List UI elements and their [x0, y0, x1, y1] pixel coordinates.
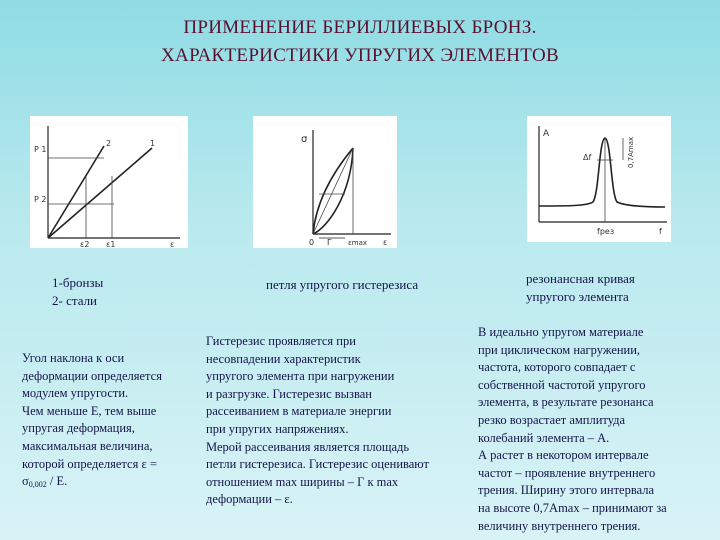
middle-line: отношением max ширины – Г к max: [206, 474, 399, 489]
right-line: при циклическом нагружении,: [478, 342, 641, 357]
middle-line: рассеиванием в материале энергии: [206, 404, 392, 419]
right-line: В идеально упругом материале: [478, 325, 644, 339]
p2-label: P 2: [34, 195, 47, 204]
right-line: элемента, в результате резонанса: [478, 395, 654, 410]
curve-1-label: 1: [150, 139, 156, 148]
left-line: упругая деформация,: [22, 421, 135, 436]
hysteresis-diagram: [253, 116, 397, 248]
emax-label: εmax: [348, 239, 368, 247]
resonance-diagram: [527, 116, 671, 242]
right-line: А растет в некотором интервале: [478, 448, 649, 463]
left-line: модулем упругости.: [22, 386, 129, 401]
left-text-block: [22, 350, 162, 494]
middle-line: Гистерезис проявляется при: [206, 334, 356, 348]
formula-rest: / Е.: [46, 474, 68, 489]
zero-label: 0: [309, 238, 315, 247]
mid-line: [313, 148, 353, 234]
left-line: максимальная величина,: [22, 438, 153, 453]
fig1-caption: [52, 274, 103, 310]
left-line: Чем меньше Е, тем выше: [22, 403, 157, 418]
right-line: резко возрастает амплитуда: [478, 412, 626, 427]
fig3-caption: [526, 270, 635, 306]
right-line: трения. Ширину этого интервала: [478, 483, 655, 498]
eps2-label: ε2: [80, 240, 90, 248]
right-line: колебаний элемента – А.: [478, 430, 610, 445]
title-line-1: ПРИМЕНЕНИЕ БЕРИЛЛИЕВЫХ БРОНЗ.: [183, 17, 537, 38]
right-line: собственной частотой упругого: [478, 377, 646, 392]
sigma-label: σ: [301, 134, 308, 145]
caption-resonance-line2: упругого элемента: [526, 289, 629, 304]
resonance-figure: [527, 116, 671, 242]
sigma-symbol: σ: [22, 474, 29, 489]
p1-label: P 1: [34, 145, 47, 154]
middle-text-block: [206, 333, 429, 509]
right-line: частота, которого совпадает с: [478, 360, 636, 375]
caption-resonance-line1: резонансная кривая: [526, 271, 635, 286]
middle-line: петли гистерезиса. Гистерезис оценивают: [206, 457, 429, 472]
f-label: f: [659, 227, 662, 236]
gamma-label: Γ: [327, 238, 332, 247]
stress-strain-figure: [30, 116, 188, 248]
eps-label: ε: [170, 240, 175, 248]
line-2: [48, 146, 104, 238]
middle-line: деформации – ε.: [206, 492, 293, 507]
eps-label: ε: [383, 238, 388, 247]
right-line: величину внутреннего трения.: [478, 518, 641, 533]
a-label: A: [543, 129, 550, 139]
fig2-caption: петля упругого гистерезиса: [266, 277, 419, 292]
left-line: которой определяется ε =: [22, 456, 157, 471]
middle-line: и разгрузке. Гистерезис вызван: [206, 386, 372, 401]
left-line: деформации определяется: [22, 368, 162, 383]
title-line-2: ХАРАКТЕРИСТИКИ УПРУГИХ ЭЛЕМЕНТОВ: [161, 45, 559, 66]
middle-line: при упругих напряжениях.: [206, 421, 349, 436]
middle-line: упругого элемента при нагружении: [206, 369, 395, 384]
fres-label: fрез: [597, 227, 615, 236]
middle-line: Мерой рассеивания является площадь: [206, 439, 410, 454]
caption-bronze: 1-бронзы: [52, 275, 104, 290]
df-label: Δf: [583, 153, 592, 162]
slide-title: [60, 14, 660, 70]
right-text-block: [478, 324, 667, 535]
stress-strain-diagram: [30, 116, 188, 248]
line-1: [48, 148, 152, 238]
resonance-curve: [539, 138, 665, 207]
middle-line: несовпадении характеристик: [206, 351, 361, 366]
amp-label: 0,7Amax: [627, 136, 635, 168]
hysteresis-figure: [253, 116, 397, 248]
right-line: частот – проявление внутреннего: [478, 465, 656, 480]
left-line: Угол наклона к оси: [22, 351, 125, 365]
eps1-label: ε1: [106, 240, 116, 248]
sigma-subscript: 0,002: [28, 480, 47, 490]
caption-steel: 2- стали: [52, 293, 98, 308]
right-line: на высоте 0,7Аmax – принимают за: [478, 500, 667, 515]
left-line-formula: [22, 473, 162, 494]
curve-2-label: 2: [106, 139, 112, 148]
